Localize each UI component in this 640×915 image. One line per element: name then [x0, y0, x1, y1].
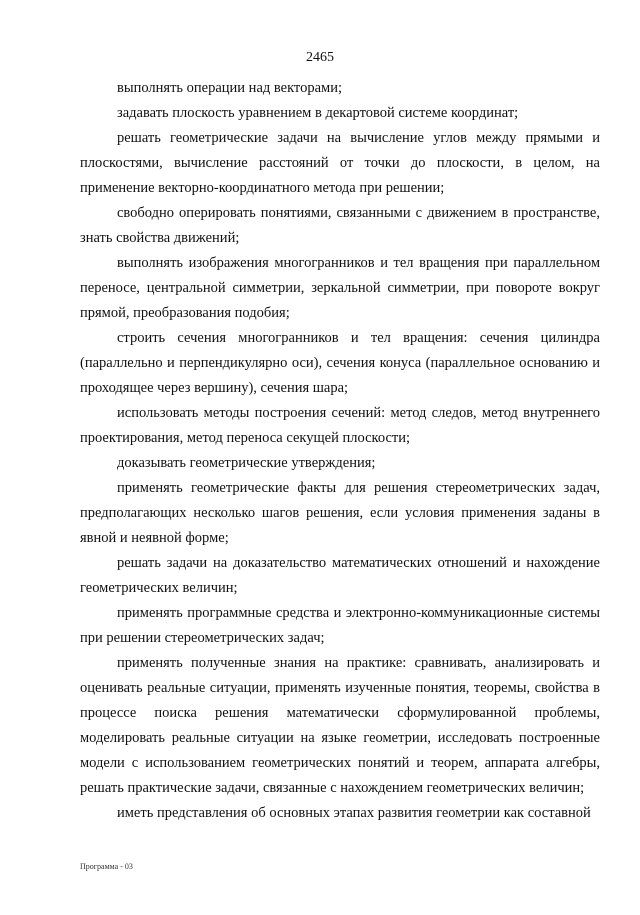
- paragraph: использовать методы построения сечений: метод следов, метод внутреннего проектирования, метод переноса секущей плоскости;: [80, 405, 600, 446]
- paragraph: решать задачи на доказательство математических отношений и нахождение геометрических величин;: [80, 555, 600, 596]
- paragraph: применять геометрические факты для решения стереометрических задач, предполагающих несколько шагов решения, если условия применения заданы в явной и неявной форме;: [80, 480, 600, 546]
- paragraph: иметь представления об основных этапах развития геометрии как составной: [117, 805, 591, 821]
- page-number: 2465: [306, 50, 334, 65]
- paragraph: решать геометрические задачи на вычисление углов между прямыми и плоскостями, вычисление расстояний от точки до плоскости, в целом, на применение векторно-координатного метода при решении;: [80, 130, 600, 196]
- paragraph: свободно оперировать понятиями, связанными с движением в пространстве, знать свойства движений;: [80, 205, 600, 246]
- paragraph: доказывать геометрические утверждения;: [117, 455, 376, 471]
- footer-label: Программа - 03: [80, 862, 133, 871]
- paragraph: применять программные средства и электронно-коммуникационные системы при решении стереометрических задач;: [80, 605, 600, 646]
- document-body: [80, 76, 600, 826]
- paragraph: строить сечения многогранников и тел вращения: сечения цилиндра (параллельно и перпендикулярно оси), сечения конуса (параллельное основанию и проходящее через вершину), сечения шара;: [80, 330, 600, 396]
- paragraph: задавать плоскость уравнением в декартовой системе координат;: [117, 105, 519, 121]
- paragraph: выполнять изображения многогранников и тел вращения при параллельном переносе, центральной симметрии, зеркальной симметрии, при повороте вокруг прямой, преобразования подобия;: [80, 255, 600, 321]
- paragraph: применять полученные знания на практике: сравнивать, анализировать и оценивать реальные ситуации, применять изученные понятия, теоремы, свойства в процессе поиска решения математически сформулированной проблемы, моделировать реальные ситуации на языке геометрии, исследовать построенные модели с использованием геометрических понятий и теорем, аппарата алгебры, решать практические задачи, связанные с нахождением геометрических величин;: [80, 655, 600, 796]
- paragraph: выполнять операции над векторами;: [117, 80, 342, 96]
